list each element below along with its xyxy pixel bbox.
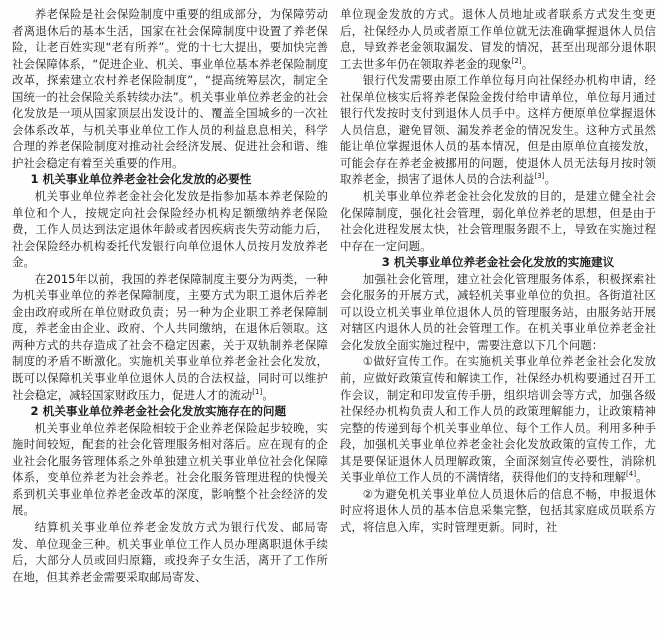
- section-1-paragraph-2: [12, 271, 328, 403]
- citation-2: [2]: [511, 56, 522, 65]
- sentence-end: 。: [636, 470, 648, 485]
- section-2-paragraph-4: 机关事业单位养老金社会化发放的目的，是建立健全社会化保障制度，强化社会管理，弱化单位养老的思想，但是由于社会化进程发展太快，社会管理服务跟不上，导致在实施过程中存在一定问题。: [340, 189, 656, 253]
- citation-4: [4]: [626, 470, 637, 479]
- section-1-heading: 1 机关事业单位养老金社会化发放的必要性: [30, 172, 252, 187]
- citation-1: [1]: [252, 387, 263, 396]
- sentence-end: 。: [521, 56, 534, 71]
- section-2-paragraph-3: [340, 72, 656, 188]
- section-3-paragraph-1: 加强社会化管理，建立社会化管理服务体系，积极探索社会化服务的开展方式，减轻机关事业单位的负担。各街道社区可以设立机关事业单位退休人员的管理服务站，由服务站开展对辖区内退休人员的社会管理工作。在机关事业单位养老金社会化发放全面实施过程中，需要注意以下几个问题：: [340, 271, 656, 352]
- section-3-item-1: [340, 353, 656, 485]
- sentence-end: 。: [544, 172, 557, 187]
- section-2-paragraph-2-continued-text: 单位现金发放的方式。退休人员地址或者联系方式发生变更后，社保经办人员或者原工作单位就无法准确掌握退休人员信息，导致养老金领取漏发、冒发的情况，甚至出现部分退休职工去世多年仍在领取养老金的现象: [340, 7, 656, 71]
- intro-paragraph: 养老保险是社会保险制度中重要的组成部分，为保障劳动者离退休后的基本生活，国家在社会保障制度中设置了养老保险，让老百姓实现“老有所养”。党的十七大提出，要加快完善社会保障体系，“促进企业、机关、事业单位基本养老保险制度改革，探索建立农村养老保险制度”，“提高统筹层次，制定全国统一的社会保险关系转续办法”。机关事业单位养老金的社会化发放是一项从国家顶层出发设计的、覆盖全国城乡的一次社会体系改革，与机关事业单位工作人员的利益息息相关，科学合理的养老保险制度对推动社会经济发展、促进社会和谐、维护社会稳定有着至关重要的作用。: [12, 7, 328, 170]
- section-2-paragraph-2: 结算机关事业单位养老金发放方式为银行代发、邮局寄发、单位现金三种。机关事业单位工作人员办理离职退休手续后，大部分人员或回归原籍，或投奔子女生活，离开了工作所在地，但其养老金需要采取邮局寄发、: [12, 519, 328, 584]
- section-2-heading: 2 机关事业单位养老金社会化发放实施存在的问题: [30, 404, 287, 419]
- section-1-paragraph-2-text: 在2015年以前，我国的养老保障制度主要分为两类，一种为机关事业单位的养老保障制度，主要方式为职工退休后养老金由政府或所在单位财政负责；另一种为企业职工养老保障制度，养老金由企业、政府、个人共同缴纳，在退休后领取。这两种方式的共存造成了社会不稳定因素，关于双轨制养老保障制度的矛盾不断激化。实施机关事业单位养老金社会化发放，既可以保障机关事业单位退休人员的合法权益，同时可以维护社会稳定，减轻国家财政压力，促进人才的流动: [12, 271, 328, 402]
- citation-3: [3]: [534, 172, 545, 181]
- section-2-paragraph-2-continued: [340, 6, 656, 72]
- section-3-heading: 3 机关事业单位养老金社会化发放的实施建议: [381, 255, 615, 270]
- section-3-item-2: ②为避免机关事业单位人员退休后的信息不畅，申报退休时应将退休人员的基本信息采集完整，包括其家庭成员联系方式，将信息入库，实时管理更新。同时，社: [340, 486, 656, 534]
- section-1-paragraph-1: 机关事业单位养老金社会化发放是指参加基本养老保险的单位和个人，按规定向社会保险经办机构足额缴纳养老保险费，工作人员达到法定退休年龄或者因疾病丧失劳动能力后，社会保险经办机构委托代发银行向单位退休人员按月发放养老金。: [12, 189, 328, 270]
- sentence-end: 。: [262, 387, 274, 402]
- section-2-paragraph-1: 机关事业单位养老保险相较于企业养老保险起步较晚，实施时间较短，配套的社会化管理服务相对落后。应在现有的企业社会化服务管理体系之外单独建立机关事业单位社会化保障体系，变单位养老为社会养老。社会化服务管理进程的快慢关系到机关事业单位养老金改革的深度，影响整个社会经济的发展。: [12, 420, 328, 518]
- section-2-paragraph-3-text: 银行代发需要由原工作单位每月向社保经办机构申请，经社保单位核实后将养老保险金拨付给申请单位，单位每月通过银行代发按时支付到退休人员手中。这样方便原单位掌握退休人员信息，避免冒领、漏发养老金的情况发生。这种方式虽然能让单位掌握退休人员的基本情况，但是由原单位直接发放，可能会存在养老金被挪用的问题，使退休人员无法每月按时领取养老金，损害了退休人员的合法利益: [340, 73, 656, 187]
- left-column: [12, 6, 328, 641]
- right-column: [340, 6, 656, 641]
- section-3-item-1-text: ①做好宣传工作。在实施机关事业单位养老金社会化发放前，应做好政策宣传和解读工作，社保经办机构要通过召开工作会议，制定和印发宣传手册，组织培训会等方式，加强各级社保经办机构负责人和工作人员的政策理解能力，让政策精神完整的传递到每个机关事业单位、每个工作人员。利用多种手段，加强机关事业单位养老金社会化发放政策的宣传工作，尤其是要保证退休人员理解政策，全面深刻宣传必要性，消除机关事业单位工作人员的不满情绪，获得他们的支持和理解: [340, 354, 656, 485]
